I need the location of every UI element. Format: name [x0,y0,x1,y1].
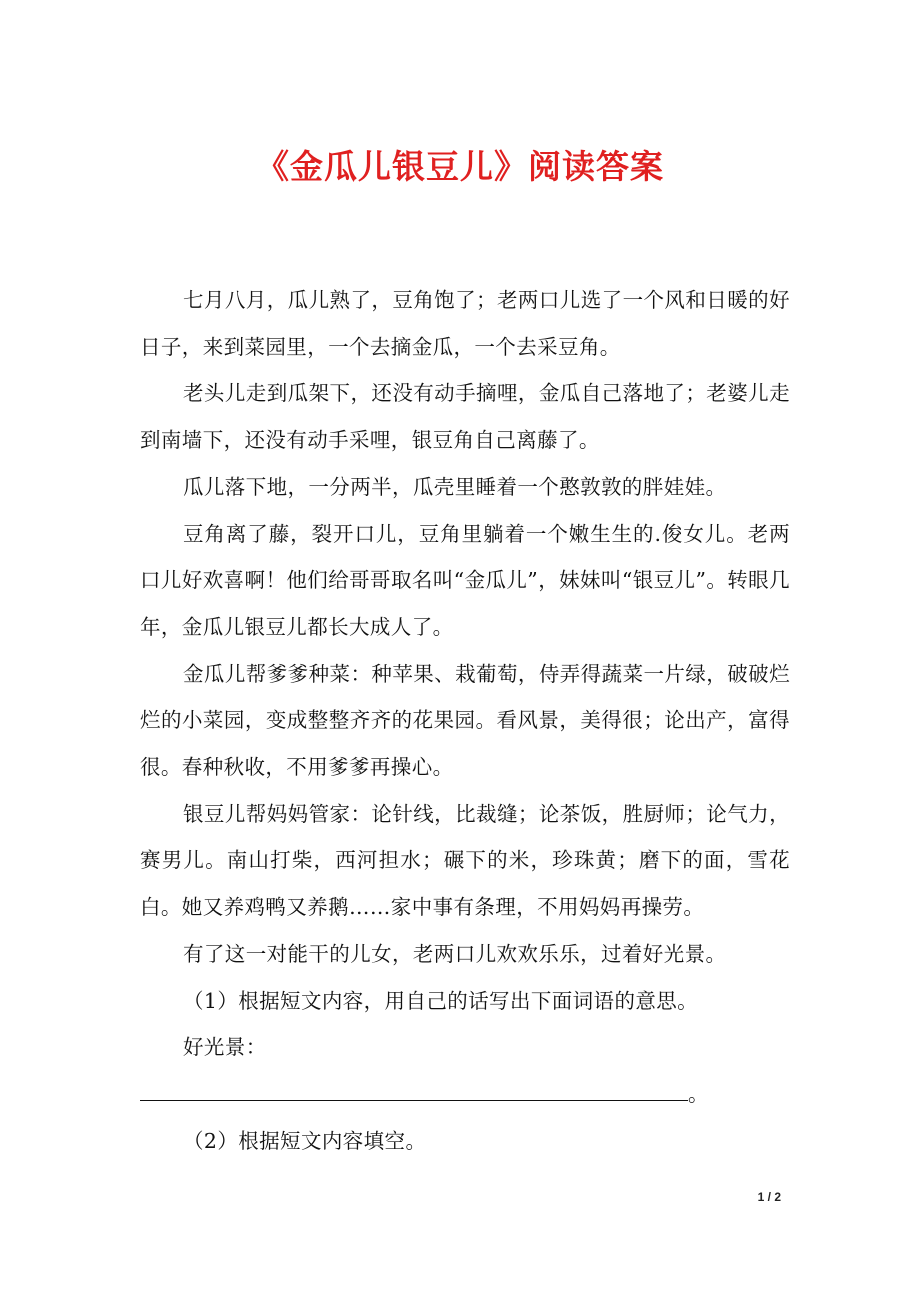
term-label: 好光景： [183,1035,267,1060]
paragraph-3: 瓜儿落下地，一分两半，瓜壳里睡着一个憨敦敦的胖娃娃。 [183,474,727,499]
document-title: 《金瓜儿银豆儿》阅读答案 [256,147,664,186]
document-body [140,277,790,1164]
paragraph-7: 有了这一对能干的儿女，老两口儿欢欢乐乐，过着好光景。 [183,941,727,966]
paragraph-5: 金瓜儿帮爹爹种菜：种苹果、栽葡萄，侍弄得蔬菜一片绿，破破烂烂的小菜园，变成整整齐齐的花果园。看风景，美得很；论出产，富得很。春种秋收，不用爹爹再操心。 [140,661,790,780]
paragraph-6: 银豆儿帮妈妈管家：论针线，比裁缝；论茶饭，胜厨师；论气力，赛男儿。南山打柴，西河担水；碾下的米，珍珠黄；磨下的面，雪花白。她又养鸡鸭又养鹅……家中事有条理，不用妈妈再操劳。 [140,801,790,920]
page-number: 1 / 2 [757,1190,781,1204]
paragraph-4: 豆角离了藤，裂开口儿，豆角里躺着一个嫩生生的.俊女儿。老两口儿好欢喜啊！他们给哥哥取名叫“金瓜儿”，妹妹叫“银豆儿”。转眼几年，金瓜儿银豆儿都长大成人了。 [140,521,790,639]
answer-blank-end: 。 [688,1081,709,1106]
answer-underline [140,1073,688,1101]
paragraph-1: 七月八月，瓜儿熟了，豆角饱了；老两口儿选了一个风和日暖的好日子，来到菜园里，一个去摘金瓜，一个去采豆角。 [140,288,790,359]
answer-blank-line [140,1071,790,1118]
paragraph-2: 老头儿走到瓜架下，还没有动手摘哩，金瓜自己落地了；老婆儿走到南墙下，还没有动手采哩，银豆角自己离藤了。 [140,381,790,453]
question-2: （2）根据短文内容填空。 [183,1128,427,1153]
question-1: （1）根据短文内容，用自己的话写出下面词语的意思。 [183,988,699,1013]
